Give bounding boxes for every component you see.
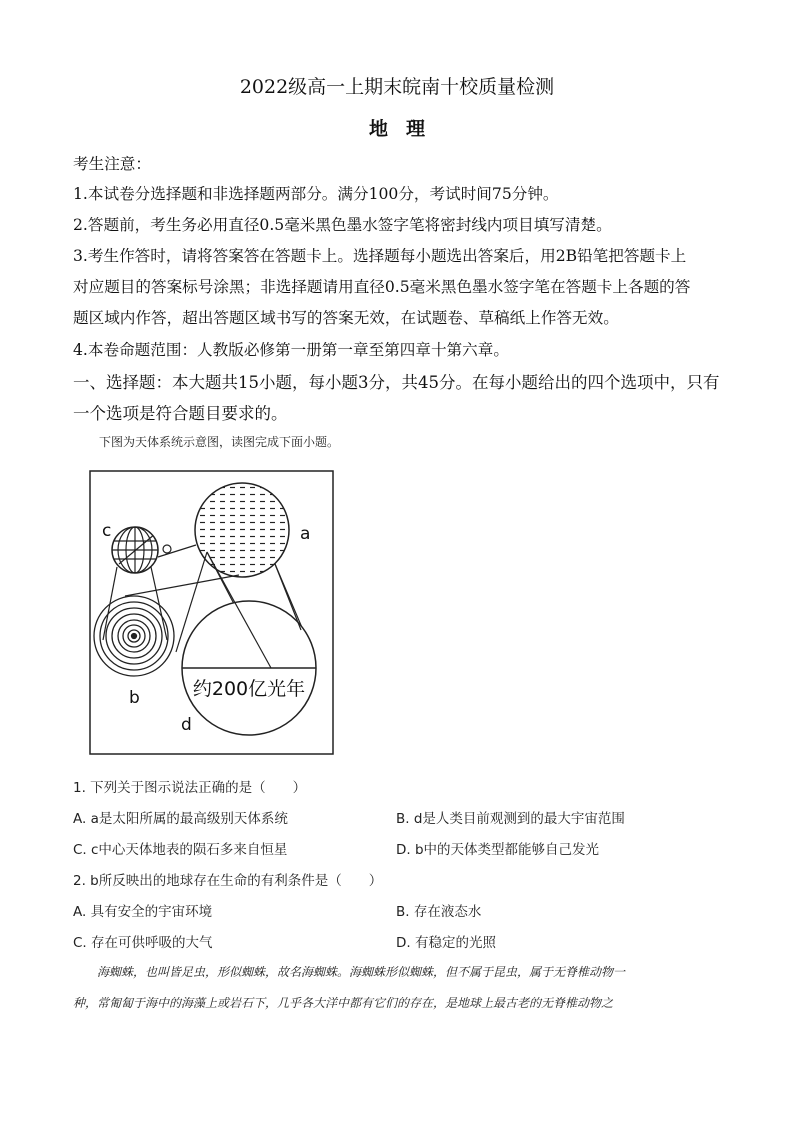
- moon-small-circle: [163, 545, 171, 553]
- notes-heading: 考生注意：: [73, 155, 151, 173]
- figure-caption: 约200亿光年: [192, 678, 306, 700]
- system-b-orbits: [94, 596, 174, 676]
- subject-title: 地理: [368, 118, 443, 140]
- q1-option-d: D. b中的天体类型都能够自己发光: [396, 842, 600, 858]
- note-line: 1.本试卷分选择题和非选择题两部分。满分100分，考试时间75分钟。: [73, 185, 559, 203]
- section-heading: 一、选择题：本大题共15小题，每小题3分，共45分。在每小题给出的四个选项中，只有: [73, 373, 720, 392]
- note-line: 2.答题前，考生务必用直径0.5毫米黑色墨水签字笔将密封线内项目填写清楚。: [73, 216, 612, 234]
- passage-line: 海蜘蛛，也叫皆足虫，形似蜘蛛，故名海蜘蛛。海蜘蛛形似蜘蛛，但不属于昆虫，属于无脊椎动物一: [73, 965, 626, 979]
- label-b: b: [129, 688, 140, 708]
- q2-option-a: A. 具有安全的宇宙环境: [73, 904, 213, 920]
- q1-option-c: C. c中心天体地表的陨石多来自恒星: [73, 842, 288, 858]
- note-line: 4.本卷命题范围：人教版必修第一册第一章至第四章十第六章。: [73, 341, 509, 359]
- note-line: 题区域内作答，超出答题区域书写的答案无效，在试题卷、草稿纸上作答无效。: [73, 309, 619, 327]
- label-c: c: [102, 521, 112, 541]
- question-2-stem: 2. b所反映出的地球存在生命的有利条件是（ ）: [73, 873, 383, 889]
- note-line: 3.考生作答时，请将答案答在答题卡上。选择题每小题选出答案后，用2B铅笔把答题卡上: [73, 247, 687, 265]
- exam-title: 2022级高一上期末皖南十校质量检测: [239, 76, 555, 98]
- section-heading-cont: 一个选项是符合题目要求的。: [73, 404, 288, 423]
- q2-option-d: D. 有稳定的光照: [396, 935, 496, 951]
- figure-intro: 下图为天体系统示意图，读图完成下面小题。: [99, 435, 340, 449]
- q1-option-b: B. d是人类目前观测到的最大宇宙范围: [396, 811, 625, 827]
- system-a-circle: [195, 483, 289, 577]
- q2-option-c: C. 存在可供呼吸的大气: [73, 935, 213, 951]
- q1-option-a: A. a是太阳所属的最高级别天体系统: [73, 811, 288, 827]
- passage-line: 种，常匍匐于海中的海藻上或岩石下，几乎各大洋中都有它们的存在，是地球上最古老的无脊椎动物之: [73, 996, 614, 1010]
- label-a: a: [300, 524, 311, 544]
- label-d: d: [181, 715, 192, 735]
- celestial-system-figure: [89, 470, 335, 756]
- q2-option-b: B. 存在液态水: [396, 904, 482, 920]
- note-line: 对应题目的答案标号涂黑；非选择题请用直径0.5毫米黑色墨水签字笔在答题卡上各题的答: [73, 278, 691, 296]
- question-1-stem: 1. 下列关于图示说法正确的是（ ）: [73, 780, 307, 796]
